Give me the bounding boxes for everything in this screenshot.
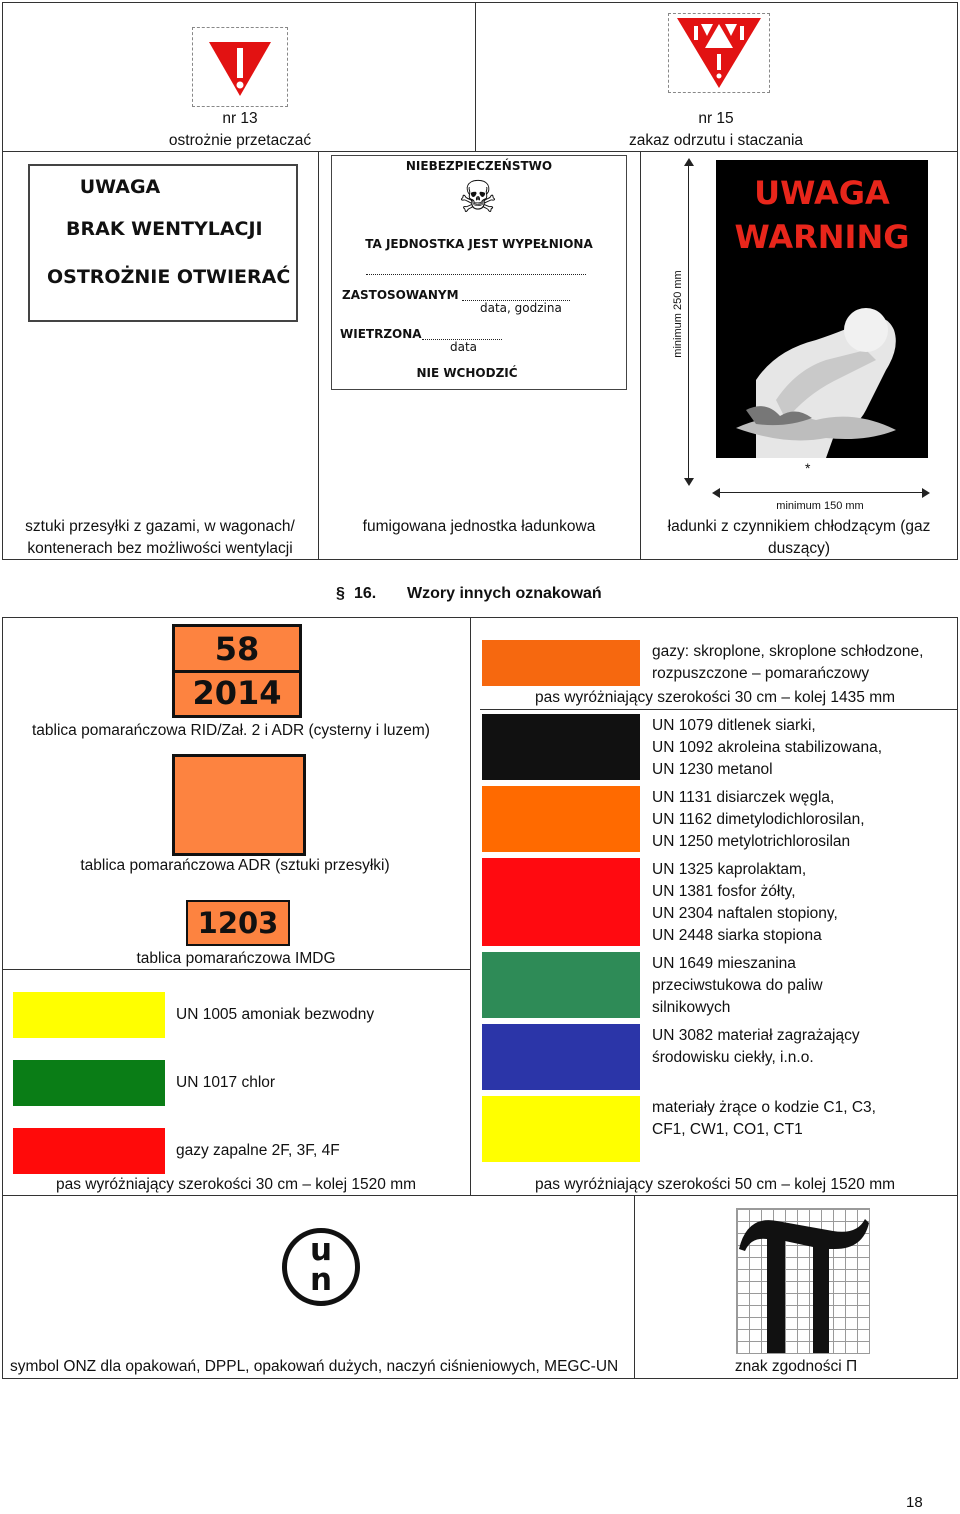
- left-panel-footer: pas wyróżniający szerokości 30 cm – kolej 1520 mm: [55, 1176, 417, 1193]
- imdg-plate-caption: tablica pomarańczowa IMDG: [136, 950, 336, 967]
- stripe-text: UN 1250 metylotrichlorosilan: [652, 833, 851, 850]
- sign-ostroznie-otwierac: OSTROŻNIE OTWIERAĆ: [47, 266, 291, 288]
- height-note: minimum 250 mm: [672, 270, 684, 358]
- stripe-red: [482, 858, 640, 946]
- label15-number: nr 15: [698, 110, 734, 127]
- adr-plate-caption: tablica pomarańczowa ADR (sztuki przesyłki): [80, 857, 390, 874]
- stripe-text: UN 1162 dimetylodichlorosilan,: [652, 811, 865, 828]
- label13-number: nr 13: [222, 110, 258, 127]
- stripe-text: UN 1092 akroleina stabilizowana,: [652, 739, 883, 756]
- un-packaging-symbol: [282, 1228, 360, 1306]
- sign-uwaga: UWAGA: [79, 176, 161, 198]
- stripe-text: UN 1230 metanol: [652, 761, 773, 778]
- stripe-text: środowisku ciekły, i.n.o.: [652, 1049, 814, 1066]
- stripe-text: przeciwstukowa do paliw: [652, 977, 823, 994]
- imdg-orange-plate: [186, 900, 290, 946]
- fumigation-applied-label: ZASTOSOWANYM: [342, 288, 459, 302]
- coolant-warning: WARNING: [734, 218, 910, 256]
- adr-orange-plate: [172, 754, 306, 856]
- sign-brak-wentylacji: BRAK WENTYLACJI: [66, 218, 263, 240]
- fumigation-title: NIEBEZPIECZEŃSTWO: [405, 159, 553, 173]
- right-top-footer: pas wyróżniający szerokości 30 cm – kolej 1435 mm: [534, 689, 896, 706]
- warning-triangle-icon: [193, 28, 287, 106]
- handle-with-care-label: [192, 27, 288, 107]
- coolant-uwaga: UWAGA: [754, 174, 890, 212]
- arrow-left-icon: [712, 488, 720, 498]
- un-symbol-u: u: [309, 1232, 333, 1268]
- section-title: Wzory innych oznakowań: [407, 585, 602, 602]
- stripe-label: UN 1005 amoniak bezwodny: [176, 1006, 375, 1023]
- stripe-text: UN 1381 fosfor żółty,: [652, 883, 796, 900]
- asterisk-note: *: [805, 460, 811, 476]
- un-symbol-caption: symbol ONZ dla opakowań, DPPL, opakowań dużych, naczyń ciśnieniowych, MEGC-UN: [10, 1358, 619, 1375]
- rid-plate-un-number: 2014: [192, 674, 282, 712]
- stripe-text: UN 2448 siarka stopiona: [652, 927, 822, 944]
- pi-conformity-mark: [736, 1208, 870, 1354]
- stripe-label: UN 1017 chlor: [176, 1074, 276, 1091]
- no-throwing-label: [668, 13, 770, 93]
- no-ventilation-sign: [28, 164, 298, 322]
- stripe-blue: [482, 1024, 640, 1090]
- stripe-orange: [482, 786, 640, 852]
- pi-icon: [737, 1209, 869, 1353]
- fumigation-blank-line: [366, 274, 586, 275]
- un-symbol-n: n: [309, 1262, 333, 1298]
- rid-plate-hazard-number: 58: [214, 630, 260, 668]
- height-dimension-line: [688, 162, 689, 480]
- label13-caption: ostrożnie przetaczać: [168, 132, 312, 149]
- rid-orange-plate: [172, 624, 302, 718]
- no-ventilation-caption: sztuki przesyłki z gazami, w wagonach/ kontenerach bez możliwości wentylacji: [25, 518, 295, 557]
- stripe-green: [482, 952, 640, 1018]
- double-warning-triangle-icon: [669, 14, 769, 92]
- coolant-caption: ładunki z czynnikiem chłodzącym (gaz duszący): [667, 518, 931, 557]
- stripe-text: CF1, CW1, CO1, CT1: [652, 1121, 803, 1138]
- stripe-text: materiały żrące o kodzie C1, C3,: [652, 1099, 876, 1116]
- stripe-red: [13, 1128, 165, 1174]
- fumigation-ventilated-label: WIETRZONA: [340, 327, 422, 341]
- arrow-up-icon: [684, 158, 694, 166]
- fumigation-no-entry: NIE WCHODZIĆ: [416, 366, 518, 380]
- coolant-warning-sign: [716, 160, 928, 458]
- fumigation-applied-hint: data, godzina: [480, 301, 562, 315]
- stripe-green: [13, 1060, 165, 1106]
- section-number: 16.: [354, 585, 377, 602]
- imdg-plate-number: 1203: [197, 906, 279, 940]
- arrow-right-icon: [922, 488, 930, 498]
- stripe-text: UN 1131 disiarczek węgla,: [652, 789, 835, 806]
- section-symbol: §: [336, 585, 345, 602]
- stripe-text: UN 1079 ditlenek siarki,: [652, 717, 816, 734]
- stripe-text: UN 1649 mieszanina: [652, 955, 796, 972]
- stripe-text: silnikowych: [652, 999, 731, 1016]
- fumigation-line1: TA JEDNOSTKA JEST WYPEŁNIONA: [365, 237, 593, 251]
- fumigation-sign: [331, 155, 627, 390]
- skull-icon: ☠: [458, 172, 498, 223]
- rid-plate-caption: tablica pomarańczowa RID/Zał. 2 i ADR (cysterny i luzem): [32, 722, 430, 739]
- fumigation-caption: fumigowana jednostka ładunkowa: [362, 518, 596, 535]
- stripe-text: UN 2304 naftalen stopiony,: [652, 905, 838, 922]
- right-top-label-1: gazy: skroplone, skroplone schłodzone,: [652, 643, 924, 660]
- collapsed-person-icon: [716, 260, 928, 458]
- page-number: 18: [906, 1494, 923, 1511]
- stripe-text: UN 1325 kaprolaktam,: [652, 861, 807, 878]
- stripe-text: UN 3082 materiał zagrażający: [652, 1027, 860, 1044]
- right-panel-footer: pas wyróżniający szerokości 50 cm – kolej 1520 mm: [534, 1176, 896, 1193]
- label15-caption: zakaz odrzutu i staczania: [628, 132, 804, 149]
- fumigation-ventilated-hint: data: [450, 340, 478, 354]
- stripe-label: gazy zapalne 2F, 3F, 4F: [176, 1142, 340, 1159]
- arrow-down-icon: [684, 478, 694, 486]
- pi-mark-caption: znak zgodności Π: [734, 1358, 858, 1375]
- width-note: minimum 150 mm: [776, 500, 864, 512]
- pi-glyph: [737, 1209, 738, 1210]
- stripe-yellow: [482, 1096, 640, 1162]
- stripe-black: [482, 714, 640, 780]
- right-top-label-2: rozpuszczone – pomarańczowy: [652, 665, 870, 682]
- width-dimension-line: [716, 492, 928, 493]
- stripe-orange-top: [482, 640, 640, 686]
- stripe-yellow: [13, 992, 165, 1038]
